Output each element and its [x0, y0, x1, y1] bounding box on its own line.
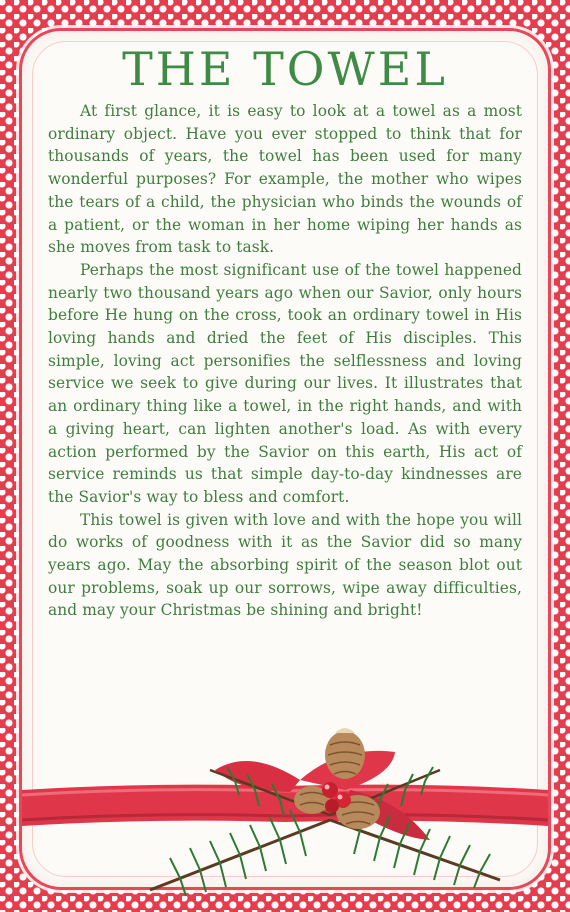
paragraph-1: At first glance, it is easy to look at a towel as a most ordinary object. Have you ever stopped to think that for thousands of years, the towel has been used for many wonderful purposes? For example, the mother who wipes the tears of a child, the physician who binds the wounds of a patient, or the woman in her home wiping her hands as she moves from task to task.	[48, 102, 522, 257]
paragraph-2: Perhaps the most significant use of the towel happened nearly two thousand years ago when our Savior, only hours before He hung on the cross, took an ordinary towel in His loving hands and dried the feet of His disciples. This simple, loving act personifies the selflessness and loving service we seek to give during our lives. It illustrates that an ordinary thing like a towel, in the right hands, and with a giving heart, can lighten another's load. As with every action performed by the Savior on this earth, His act of service reminds us that simple day-to-day kindnesses are the Savior's way to bless and comfort.	[48, 260, 522, 506]
paragraph-3: This towel is given with love and with the hope you will do works of goodness with it as the Savior did so many years ago. May the absorbing spirit of the season blot out our problems, soak up our sorrows, wipe away difficulties, and may your Christmas be shining and bright!	[48, 510, 522, 620]
page-title: THE TOWEL	[122, 42, 448, 96]
poem-body	[48, 100, 522, 622]
